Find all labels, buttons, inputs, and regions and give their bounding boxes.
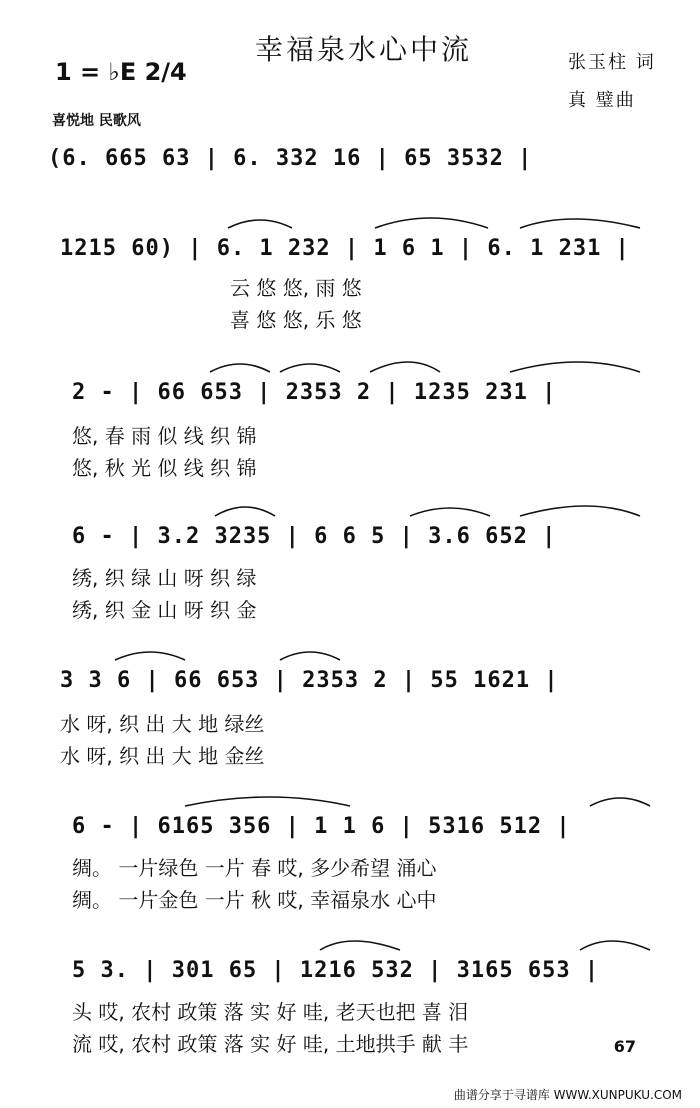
notation-row-3: 2 - | 66 653 | 2353 2 | 1235 231 |: [72, 380, 557, 405]
lyrics-row-4-verse-1: 绣, 织 绿 山 呀 织 绿: [72, 566, 257, 590]
song-title: 幸福泉水心中流: [255, 33, 473, 66]
page-number: 67: [613, 1037, 636, 1056]
lyricist: 张玉柱 词: [568, 52, 656, 73]
key-signature: 1 = ♭E 2/4: [55, 58, 187, 86]
lyrics-row-6-verse-1: 绸。 一片绿色 一片 春 哎, 多少希望 涌心: [72, 856, 437, 880]
lyrics-row-7-verse-2: 流 哎, 农村 政策 落 实 好 哇, 土地拱手 献 丰: [72, 1032, 469, 1056]
notation-row-4: 6 - | 3.2 3235 | 6 6 5 | 3.6 652 |: [72, 524, 557, 549]
lyrics-row-3-verse-1: 悠, 春 雨 似 线 织 锦: [72, 424, 257, 448]
composer: 真 璧曲: [568, 90, 636, 111]
notation-row-1: (6. 665 63 | 6. 332 16 | 65 3532 |: [48, 146, 533, 171]
lyrics-row-3-verse-2: 悠, 秋 光 似 线 织 锦: [72, 456, 257, 480]
lyrics-row-6-verse-2: 绸。 一片金色 一片 秋 哎, 幸福泉水 心中: [72, 888, 437, 912]
notation-row-5: 3 3 6 | 66 653 | 2353 2 | 55 1621 |: [60, 668, 559, 693]
watermark: 曲谱分享于寻谱库 WWW.XUNPUKU.COM: [453, 1088, 682, 1102]
notation-row-7: 5 3. | 301 65 | 1216 532 | 3165 653 |: [72, 958, 600, 983]
lyrics-row-2-verse-1: 云 悠 悠, 雨 悠: [230, 276, 362, 300]
lyrics-row-2-verse-2: 喜 悠 悠, 乐 悠: [230, 308, 362, 332]
lyrics-row-5-verse-1: 水 呀, 织 出 大 地 绿丝: [60, 712, 265, 736]
notation-row-6: 6 - | 6165 356 | 1 1 6 | 5316 512 |: [72, 814, 571, 839]
lyrics-row-7-verse-1: 头 哎, 农村 政策 落 实 好 哇, 老天也把 喜 泪: [72, 1000, 469, 1024]
tempo-marking: 喜悦地 民歌风: [52, 113, 141, 129]
lyrics-row-5-verse-2: 水 呀, 织 出 大 地 金丝: [60, 744, 265, 768]
notation-row-2: 1215 60) | 6. 1 232 | 1 6 1 | 6. 1 231 |: [60, 236, 630, 261]
lyrics-row-4-verse-2: 绣, 织 金 山 呀 织 金: [72, 598, 257, 622]
